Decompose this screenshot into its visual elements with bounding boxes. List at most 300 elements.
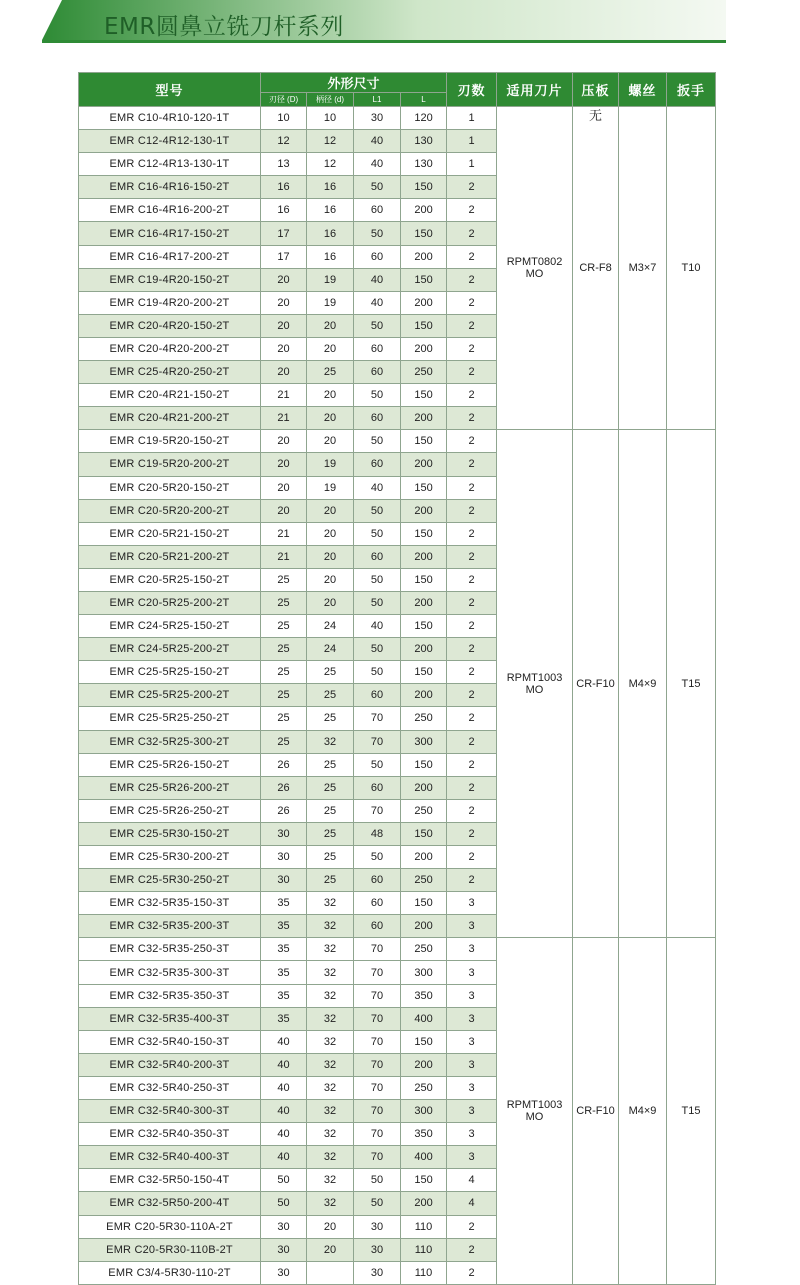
blade-diameter-cell: 20 — [261, 361, 307, 384]
blade-count-cell: 2 — [447, 661, 497, 684]
blade-diameter-cell: 20 — [261, 499, 307, 522]
model-cell: EMR C25-5R30-250-2T — [79, 869, 261, 892]
l1-cell: 70 — [354, 1076, 401, 1099]
header-clamp: 压板 — [573, 73, 619, 107]
blade-diameter-cell: 30 — [261, 869, 307, 892]
blade-diameter-cell: 35 — [261, 915, 307, 938]
model-cell: EMR C20-5R20-200-2T — [79, 499, 261, 522]
l1-cell: 40 — [354, 153, 401, 176]
wrench-cell: T15 — [667, 938, 716, 1284]
model-cell: EMR C16-4R16-200-2T — [79, 199, 261, 222]
l1-cell: 50 — [354, 638, 401, 661]
model-cell: EMR C20-5R20-150-2T — [79, 476, 261, 499]
l1-cell: 70 — [354, 1146, 401, 1169]
shank-diameter-cell: 20 — [307, 407, 354, 430]
l1-cell: 50 — [354, 1169, 401, 1192]
model-cell: EMR C20-4R21-200-2T — [79, 407, 261, 430]
l-cell: 200 — [401, 245, 447, 268]
l1-cell: 60 — [354, 337, 401, 360]
blade-diameter-cell: 17 — [261, 222, 307, 245]
shank-diameter-cell: 20 — [307, 545, 354, 568]
shank-diameter-cell: 25 — [307, 822, 354, 845]
blade-diameter-cell: 20 — [261, 291, 307, 314]
clamp-cell — [573, 107, 619, 430]
shank-diameter-cell: 20 — [307, 430, 354, 453]
l-cell: 150 — [401, 476, 447, 499]
model-cell: EMR C24-5R25-150-2T — [79, 615, 261, 638]
blade-count-cell: 2 — [447, 1238, 497, 1261]
model-cell: EMR C12-4R12-130-1T — [79, 130, 261, 153]
l-cell: 130 — [401, 130, 447, 153]
l1-cell: 40 — [354, 268, 401, 291]
screw-cell: M4×9 — [619, 430, 667, 938]
shank-diameter-cell: 16 — [307, 222, 354, 245]
model-cell: EMR C16-4R17-150-2T — [79, 222, 261, 245]
l1-cell: 60 — [354, 684, 401, 707]
l-cell: 300 — [401, 1100, 447, 1123]
blade-diameter-cell: 25 — [261, 591, 307, 614]
shank-diameter-cell: 20 — [307, 568, 354, 591]
blade-diameter-cell: 40 — [261, 1030, 307, 1053]
blade-count-cell: 3 — [447, 1030, 497, 1053]
blade-diameter-cell: 30 — [261, 846, 307, 869]
l-cell: 110 — [401, 1215, 447, 1238]
model-cell: EMR C19-5R20-150-2T — [79, 430, 261, 453]
blade-diameter-cell: 21 — [261, 384, 307, 407]
l-cell: 130 — [401, 153, 447, 176]
blade-diameter-cell: 35 — [261, 892, 307, 915]
l-cell: 200 — [401, 638, 447, 661]
l-cell: 250 — [401, 707, 447, 730]
l1-cell: 50 — [354, 222, 401, 245]
shank-diameter-cell: 25 — [307, 776, 354, 799]
blade-diameter-cell: 35 — [261, 961, 307, 984]
l-cell: 200 — [401, 591, 447, 614]
shank-diameter-cell: 32 — [307, 1076, 354, 1099]
blade-diameter-cell: 40 — [261, 1076, 307, 1099]
l-cell: 350 — [401, 984, 447, 1007]
l1-cell: 60 — [354, 199, 401, 222]
blade-diameter-cell: 12 — [261, 130, 307, 153]
shank-diameter-cell — [307, 1261, 354, 1284]
shank-diameter-cell: 32 — [307, 915, 354, 938]
model-cell: EMR C20-5R30-110A-2T — [79, 1215, 261, 1238]
l-cell: 250 — [401, 361, 447, 384]
blade-diameter-cell: 35 — [261, 938, 307, 961]
l1-cell: 50 — [354, 522, 401, 545]
l1-cell: 70 — [354, 730, 401, 753]
wrench-cell: T10 — [667, 107, 716, 430]
l-cell: 250 — [401, 869, 447, 892]
shank-diameter-cell: 16 — [307, 245, 354, 268]
l1-cell: 50 — [354, 568, 401, 591]
blade-diameter-cell: 10 — [261, 107, 307, 130]
blade-count-cell: 3 — [447, 961, 497, 984]
blade-count-cell: 2 — [447, 499, 497, 522]
l-cell: 150 — [401, 822, 447, 845]
l1-cell: 60 — [354, 869, 401, 892]
l1-cell: 60 — [354, 915, 401, 938]
l-cell: 400 — [401, 1007, 447, 1030]
l1-cell: 50 — [354, 499, 401, 522]
shank-diameter-cell: 32 — [307, 1146, 354, 1169]
header-wrench: 扳手 — [667, 73, 716, 107]
header-insert: 适用刀片 — [497, 73, 573, 107]
l-cell: 150 — [401, 615, 447, 638]
blade-count-cell: 2 — [447, 199, 497, 222]
model-cell: EMR C32-5R40-350-3T — [79, 1123, 261, 1146]
model-cell: EMR C25-5R30-150-2T — [79, 822, 261, 845]
blade-diameter-cell: 20 — [261, 430, 307, 453]
spec-table — [78, 72, 716, 1285]
model-cell: EMR C3/4-5R30-110-2T — [79, 1261, 261, 1284]
shank-diameter-cell: 32 — [307, 1100, 354, 1123]
l-cell: 400 — [401, 1146, 447, 1169]
clamp-cell: CR-F10 — [573, 938, 619, 1284]
l1-cell: 40 — [354, 291, 401, 314]
shank-diameter-cell: 32 — [307, 984, 354, 1007]
blade-diameter-cell: 25 — [261, 684, 307, 707]
l-cell: 200 — [401, 776, 447, 799]
blade-count-cell: 2 — [447, 314, 497, 337]
model-cell: EMR C20-4R20-150-2T — [79, 314, 261, 337]
model-cell: EMR C32-5R40-200-3T — [79, 1053, 261, 1076]
blade-count-cell: 2 — [447, 730, 497, 753]
model-cell: EMR C32-5R35-150-3T — [79, 892, 261, 915]
blade-count-cell: 2 — [447, 453, 497, 476]
l1-cell: 60 — [354, 453, 401, 476]
l-cell: 200 — [401, 1192, 447, 1215]
model-cell: EMR C32-5R25-300-2T — [79, 730, 261, 753]
l-cell: 200 — [401, 684, 447, 707]
l1-cell: 48 — [354, 822, 401, 845]
blade-diameter-cell: 21 — [261, 522, 307, 545]
l1-cell: 70 — [354, 1123, 401, 1146]
l1-cell: 30 — [354, 1261, 401, 1284]
blade-diameter-cell: 40 — [261, 1123, 307, 1146]
subheader-l1: L1 — [354, 93, 401, 107]
shank-diameter-cell: 32 — [307, 1169, 354, 1192]
shank-diameter-cell: 19 — [307, 476, 354, 499]
l-cell: 110 — [401, 1238, 447, 1261]
blade-count-cell: 2 — [447, 430, 497, 453]
shank-diameter-cell: 20 — [307, 337, 354, 360]
blade-diameter-cell: 25 — [261, 661, 307, 684]
l1-cell: 50 — [354, 384, 401, 407]
shank-diameter-cell: 25 — [307, 361, 354, 384]
blade-diameter-cell: 25 — [261, 707, 307, 730]
shank-diameter-cell: 19 — [307, 291, 354, 314]
shank-diameter-cell: 12 — [307, 153, 354, 176]
l-cell: 200 — [401, 407, 447, 430]
shank-diameter-cell: 24 — [307, 638, 354, 661]
shank-diameter-cell: 16 — [307, 176, 354, 199]
l-cell: 200 — [401, 1053, 447, 1076]
l1-cell: 60 — [354, 892, 401, 915]
blade-diameter-cell: 17 — [261, 245, 307, 268]
blade-count-cell: 3 — [447, 1053, 497, 1076]
shank-diameter-cell: 20 — [307, 499, 354, 522]
l-cell: 110 — [401, 1261, 447, 1284]
blade-count-cell: 2 — [447, 753, 497, 776]
blade-count-cell: 2 — [447, 1261, 497, 1284]
blade-diameter-cell: 26 — [261, 776, 307, 799]
title-banner — [42, 0, 726, 44]
header-screw: 螺丝 — [619, 73, 667, 107]
model-cell: EMR C12-4R13-130-1T — [79, 153, 261, 176]
blade-count-cell: 3 — [447, 1076, 497, 1099]
blade-count-cell: 2 — [447, 846, 497, 869]
l1-cell: 70 — [354, 1007, 401, 1030]
blade-count-cell: 2 — [447, 869, 497, 892]
l1-cell: 70 — [354, 1100, 401, 1123]
model-cell: EMR C16-4R16-150-2T — [79, 176, 261, 199]
model-cell: EMR C20-5R25-200-2T — [79, 591, 261, 614]
blade-count-cell: 2 — [447, 245, 497, 268]
blade-count-cell: 1 — [447, 107, 497, 130]
subheader-shank-diameter: 柄径 (d) — [307, 93, 354, 107]
blade-diameter-cell: 30 — [261, 822, 307, 845]
blade-count-cell: 3 — [447, 915, 497, 938]
shank-diameter-cell: 25 — [307, 799, 354, 822]
table-row — [79, 938, 716, 961]
blade-diameter-cell: 20 — [261, 337, 307, 360]
model-cell: EMR C32-5R40-150-3T — [79, 1030, 261, 1053]
blade-count-cell: 2 — [447, 176, 497, 199]
l1-cell: 70 — [354, 1053, 401, 1076]
blade-diameter-cell: 20 — [261, 268, 307, 291]
blade-count-cell: 3 — [447, 1123, 497, 1146]
l-cell: 200 — [401, 545, 447, 568]
l-cell: 150 — [401, 1030, 447, 1053]
shank-diameter-cell: 20 — [307, 384, 354, 407]
model-cell: EMR C25-5R25-200-2T — [79, 684, 261, 707]
l1-cell: 60 — [354, 776, 401, 799]
shank-diameter-cell: 20 — [307, 1238, 354, 1261]
l-cell: 200 — [401, 199, 447, 222]
blade-diameter-cell: 30 — [261, 1215, 307, 1238]
blade-count-cell: 3 — [447, 938, 497, 961]
blade-count-cell: 2 — [447, 568, 497, 591]
blade-count-cell: 2 — [447, 1215, 497, 1238]
l1-cell: 40 — [354, 130, 401, 153]
shank-diameter-cell: 20 — [307, 314, 354, 337]
blade-diameter-cell: 21 — [261, 407, 307, 430]
model-cell: EMR C32-5R40-250-3T — [79, 1076, 261, 1099]
l1-cell: 50 — [354, 846, 401, 869]
blade-count-cell: 1 — [447, 153, 497, 176]
blade-diameter-cell: 21 — [261, 545, 307, 568]
blade-diameter-cell: 25 — [261, 568, 307, 591]
l1-cell: 60 — [354, 361, 401, 384]
shank-diameter-cell: 20 — [307, 522, 354, 545]
blade-count-cell: 2 — [447, 268, 497, 291]
blade-count-cell: 1 — [447, 130, 497, 153]
model-cell: EMR C32-5R35-250-3T — [79, 938, 261, 961]
blade-count-cell: 2 — [447, 545, 497, 568]
model-cell: EMR C25-5R26-250-2T — [79, 799, 261, 822]
l1-cell: 70 — [354, 707, 401, 730]
l1-cell: 30 — [354, 107, 401, 130]
l1-cell: 60 — [354, 245, 401, 268]
blade-count-cell: 2 — [447, 361, 497, 384]
l1-cell: 70 — [354, 961, 401, 984]
l-cell: 150 — [401, 314, 447, 337]
shank-diameter-cell: 25 — [307, 684, 354, 707]
model-cell: EMR C32-5R50-200-4T — [79, 1192, 261, 1215]
blade-diameter-cell: 16 — [261, 199, 307, 222]
model-cell: EMR C24-5R25-200-2T — [79, 638, 261, 661]
model-cell: EMR C25-5R25-250-2T — [79, 707, 261, 730]
l-cell: 250 — [401, 1076, 447, 1099]
table-row — [79, 430, 716, 453]
l-cell: 150 — [401, 268, 447, 291]
clamp-none-label: 无 — [589, 108, 603, 123]
l1-cell: 50 — [354, 753, 401, 776]
blade-diameter-cell: 25 — [261, 638, 307, 661]
blade-diameter-cell: 25 — [261, 615, 307, 638]
shank-diameter-cell: 32 — [307, 730, 354, 753]
blade-diameter-cell: 20 — [261, 453, 307, 476]
shank-diameter-cell: 20 — [307, 1215, 354, 1238]
blade-diameter-cell: 40 — [261, 1100, 307, 1123]
model-cell: EMR C10-4R10-120-1T — [79, 107, 261, 130]
model-cell: EMR C32-5R40-300-3T — [79, 1100, 261, 1123]
l1-cell: 30 — [354, 1238, 401, 1261]
model-cell: EMR C19-4R20-150-2T — [79, 268, 261, 291]
blade-count-cell: 4 — [447, 1169, 497, 1192]
model-cell: EMR C25-5R25-150-2T — [79, 661, 261, 684]
l-cell: 200 — [401, 846, 447, 869]
model-cell: EMR C32-5R35-400-3T — [79, 1007, 261, 1030]
blade-diameter-cell: 35 — [261, 984, 307, 1007]
blade-diameter-cell: 16 — [261, 176, 307, 199]
page-title: EMR圆鼻立铣刀杆系列 — [104, 14, 344, 40]
wrench-cell: T15 — [667, 430, 716, 938]
blade-count-cell: 2 — [447, 476, 497, 499]
model-cell: EMR C32-5R50-150-4T — [79, 1169, 261, 1192]
l-cell: 150 — [401, 430, 447, 453]
l1-cell: 30 — [354, 1215, 401, 1238]
l-cell: 150 — [401, 892, 447, 915]
shank-diameter-cell: 12 — [307, 130, 354, 153]
shank-diameter-cell: 32 — [307, 1192, 354, 1215]
blade-count-cell: 2 — [447, 522, 497, 545]
clamp-cell: CR-F10 — [573, 430, 619, 938]
l1-cell: 50 — [354, 314, 401, 337]
model-cell: EMR C19-4R20-200-2T — [79, 291, 261, 314]
l-cell: 150 — [401, 222, 447, 245]
subheader-l: L — [401, 93, 447, 107]
blade-diameter-cell: 40 — [261, 1053, 307, 1076]
model-cell: EMR C25-5R26-200-2T — [79, 776, 261, 799]
blade-count-cell: 3 — [447, 892, 497, 915]
shank-diameter-cell: 25 — [307, 846, 354, 869]
blade-count-cell: 3 — [447, 1100, 497, 1123]
l-cell: 250 — [401, 799, 447, 822]
l1-cell: 70 — [354, 984, 401, 1007]
blade-count-cell: 2 — [447, 776, 497, 799]
l-cell: 150 — [401, 522, 447, 545]
shank-diameter-cell: 25 — [307, 661, 354, 684]
l1-cell: 60 — [354, 545, 401, 568]
blade-count-cell: 2 — [447, 222, 497, 245]
blade-count-cell: 2 — [447, 707, 497, 730]
l1-cell: 70 — [354, 938, 401, 961]
subheader-blade-diameter: 刃径 (D) — [261, 93, 307, 107]
table-row — [79, 107, 716, 130]
l1-cell: 50 — [354, 661, 401, 684]
blade-count-cell: 2 — [447, 684, 497, 707]
insert-cell: RPMT1003 MO — [497, 938, 573, 1284]
blade-count-cell: 3 — [447, 1146, 497, 1169]
model-cell: EMR C20-5R25-150-2T — [79, 568, 261, 591]
l-cell: 150 — [401, 568, 447, 591]
l-cell: 120 — [401, 107, 447, 130]
l-cell: 150 — [401, 661, 447, 684]
blade-diameter-cell: 30 — [261, 1261, 307, 1284]
model-cell: EMR C20-4R20-200-2T — [79, 337, 261, 360]
blade-diameter-cell: 40 — [261, 1146, 307, 1169]
blade-diameter-cell: 30 — [261, 1238, 307, 1261]
l-cell: 150 — [401, 384, 447, 407]
model-cell: EMR C20-5R21-150-2T — [79, 522, 261, 545]
table-body — [79, 107, 716, 1285]
model-cell: EMR C32-5R35-350-3T — [79, 984, 261, 1007]
l-cell: 250 — [401, 938, 447, 961]
blade-count-cell: 2 — [447, 822, 497, 845]
blade-diameter-cell: 26 — [261, 799, 307, 822]
model-cell: EMR C32-5R40-400-3T — [79, 1146, 261, 1169]
l1-cell: 70 — [354, 1030, 401, 1053]
blade-count-cell: 4 — [447, 1192, 497, 1215]
l-cell: 150 — [401, 176, 447, 199]
model-cell: EMR C25-5R30-200-2T — [79, 846, 261, 869]
shank-diameter-cell: 24 — [307, 615, 354, 638]
l-cell: 150 — [401, 753, 447, 776]
l-cell: 200 — [401, 337, 447, 360]
blade-diameter-cell: 20 — [261, 314, 307, 337]
shank-diameter-cell: 10 — [307, 107, 354, 130]
screw-cell: M4×9 — [619, 938, 667, 1284]
l1-cell: 40 — [354, 615, 401, 638]
shank-diameter-cell: 32 — [307, 1123, 354, 1146]
blade-count-cell: 3 — [447, 1007, 497, 1030]
l-cell: 200 — [401, 453, 447, 476]
header-blade-count: 刃数 — [447, 73, 497, 107]
l-cell: 150 — [401, 1169, 447, 1192]
blade-diameter-cell: 13 — [261, 153, 307, 176]
shank-diameter-cell: 32 — [307, 1030, 354, 1053]
shank-diameter-cell: 25 — [307, 869, 354, 892]
blade-count-cell: 2 — [447, 799, 497, 822]
header-dimensions: 外形尺寸 — [261, 73, 447, 93]
blade-count-cell: 2 — [447, 384, 497, 407]
blade-count-cell: 2 — [447, 615, 497, 638]
blade-diameter-cell: 50 — [261, 1169, 307, 1192]
blade-count-cell: 2 — [447, 407, 497, 430]
screw-cell: M3×7 — [619, 107, 667, 430]
model-cell: EMR C19-5R20-200-2T — [79, 453, 261, 476]
shank-diameter-cell: 16 — [307, 199, 354, 222]
insert-cell: RPMT1003 MO — [497, 430, 573, 938]
model-cell: EMR C25-5R26-150-2T — [79, 753, 261, 776]
l-cell: 300 — [401, 961, 447, 984]
model-cell: EMR C32-5R35-300-3T — [79, 961, 261, 984]
l-cell: 200 — [401, 291, 447, 314]
blade-count-cell: 2 — [447, 591, 497, 614]
shank-diameter-cell: 32 — [307, 1053, 354, 1076]
